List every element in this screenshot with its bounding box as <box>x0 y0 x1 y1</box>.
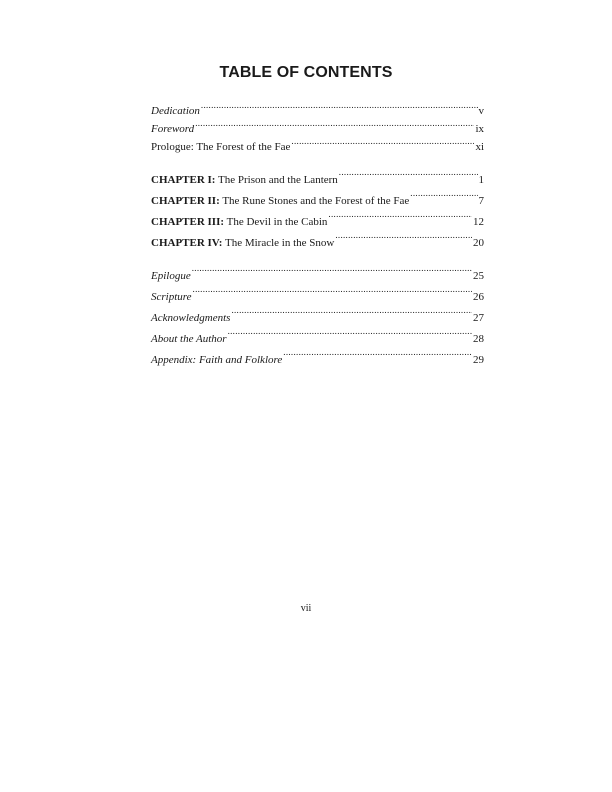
toc-entry-label: Appendix: Faith and Folklore <box>151 354 283 366</box>
toc-entry-scripture[interactable] <box>151 279 484 303</box>
toc-entry-page: 20 <box>473 237 484 249</box>
toc-entry-label <box>151 233 334 254</box>
chapter-number: CHAPTER III: <box>151 216 225 228</box>
toc-entry-page: 7 <box>478 195 484 207</box>
chapter-title: The Miracle in the Snow <box>224 237 335 249</box>
chapter-title: The Devil in the Cabin <box>226 216 328 228</box>
page-number: vii <box>300 603 312 614</box>
dot-leader <box>195 114 474 132</box>
dot-leader <box>192 258 472 279</box>
toc-entry-page: xi <box>475 141 484 153</box>
chapter-number: CHAPTER IV: <box>151 237 223 249</box>
toc-entry-prologue[interactable] <box>151 132 484 153</box>
toc-entry-page: 28 <box>473 333 484 345</box>
chapter-number: CHAPTER I: <box>151 174 216 186</box>
toc-entry-chapter-1[interactable] <box>151 162 484 186</box>
toc-entry-page: 1 <box>478 174 484 186</box>
chapter-title: The Prison and the Lantern <box>218 174 338 186</box>
toc-entry-label: Prologue: The Forest of the Fae <box>151 141 291 153</box>
toc-entry-page: 12 <box>473 216 484 228</box>
chapter-title: The Rune Stones and the Forest of the Fae <box>222 195 410 207</box>
toc-entry-label: Epilogue <box>151 270 191 282</box>
toc-entry-acknowledgments[interactable] <box>151 300 484 324</box>
toc-entry-label: Scripture <box>151 291 192 303</box>
toc-entry-label: About the Author <box>151 333 227 345</box>
toc-entry-page: 25 <box>473 270 484 282</box>
toc-entry-foreword[interactable] <box>151 114 484 135</box>
toc-entry-label: Acknowledgments <box>151 312 231 324</box>
toc-entry-label: Foreword <box>151 123 195 135</box>
dot-leader <box>328 204 472 225</box>
toc-entry-label <box>151 170 338 191</box>
table-of-contents <box>151 96 484 366</box>
toc-entry-page: 29 <box>473 354 484 366</box>
toc-entry-page: 27 <box>473 312 484 324</box>
dot-leader <box>283 342 472 363</box>
dot-leader <box>201 96 478 114</box>
dot-leader <box>228 321 472 342</box>
dot-leader <box>193 279 472 300</box>
dot-leader <box>339 162 478 183</box>
dot-leader <box>335 225 472 246</box>
dot-leader <box>231 300 472 321</box>
page-title: TABLE OF CONTENTS <box>219 64 393 81</box>
chapter-number: CHAPTER II: <box>151 195 220 207</box>
dot-leader <box>410 183 477 204</box>
toc-entry-page: ix <box>475 123 484 135</box>
dot-leader <box>291 132 474 150</box>
toc-entry-label: Dedication <box>151 105 200 117</box>
toc-entry-epilogue[interactable] <box>151 258 484 282</box>
toc-entry-dedication[interactable] <box>151 96 484 117</box>
toc-entry-page: 26 <box>473 291 484 303</box>
toc-entry-label <box>151 212 327 233</box>
toc-entry-page: v <box>478 105 484 117</box>
